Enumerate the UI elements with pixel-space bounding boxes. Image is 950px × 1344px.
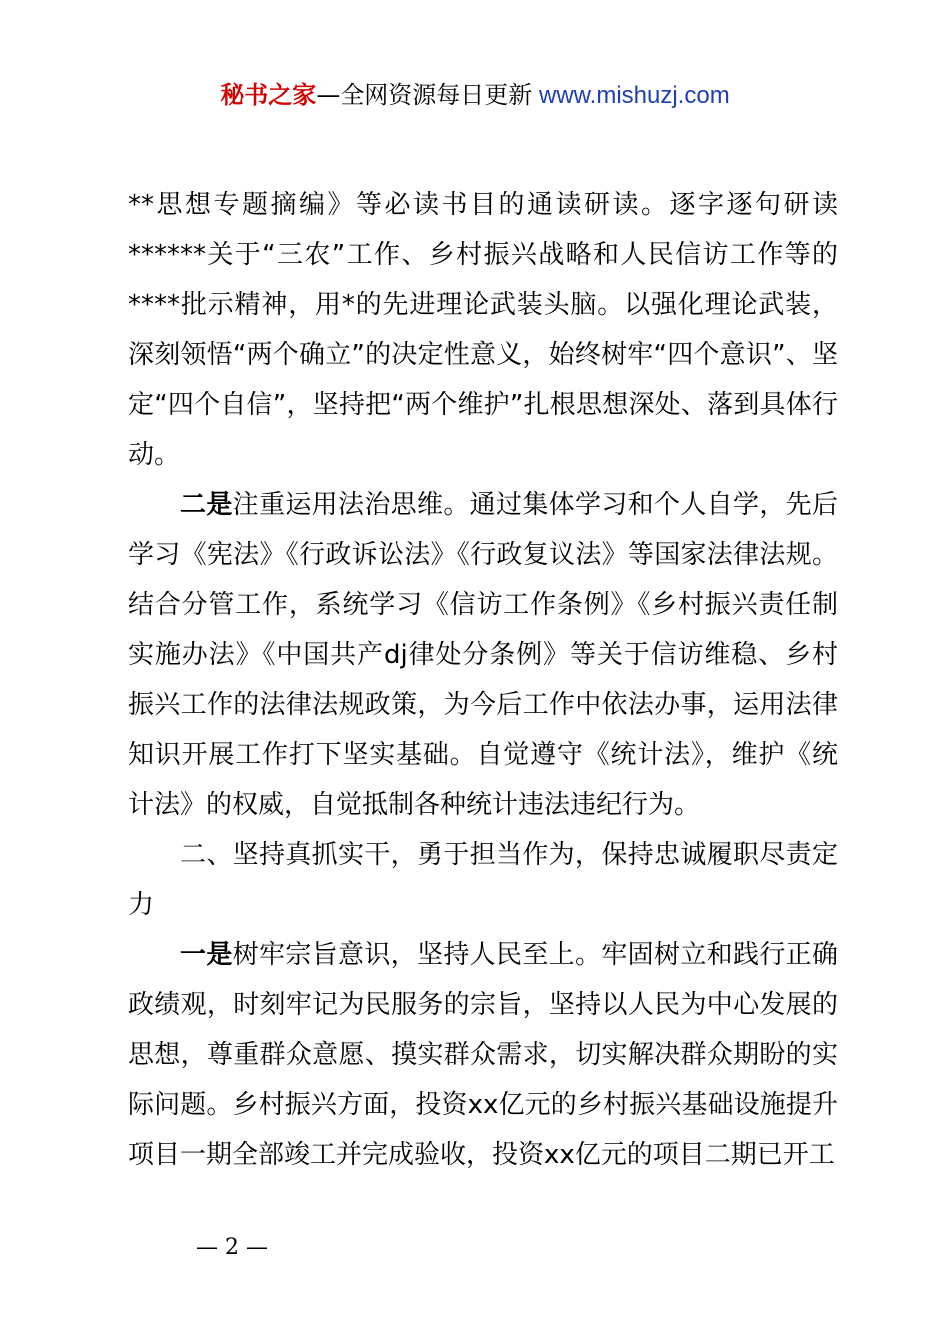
paragraph-rule-of-law [128, 480, 838, 830]
paragraph-text: 注重运用法治思维。通过集体学习和个人自学，先后学习《宪法》《行政诉讼法》《行政复议法》等国家法律法规。结合分管工作，系统学习《信访工作条例》《乡村振兴责任制实施办法》《中国共产dj律处分条例》等关于信访维稳、乡村振兴工作的法律法规政策，为今后工作中依法办事，运用法律知识开展工作打下坚实基础。自觉遵守《统计法》，维护《统计法》的权威，自觉抵制各种统计违法违纪行为。 [128, 490, 838, 820]
section-heading-text: 二、坚持真抓实干，勇于担当作为，保持忠诚履职尽责定力 [128, 840, 838, 920]
section-heading [128, 830, 838, 930]
paragraph-text: **思想专题摘编》等必读书目的通读研读。逐字逐句研读******关于“三农”工作、乡村振兴战略和人民信访工作等的****批示精神，用*的先进理论武装头脑。以强化理论武装，深刻领悟“两个确立”的决定性意义，始终树牢“四个意识”、坚定“四个自信”，坚持把“两个维护”扎根思想深处、落到具体行动。 [128, 190, 838, 470]
paragraph-continuation [128, 180, 838, 480]
document-body [128, 180, 838, 1180]
paragraph-lead: 一是 [180, 940, 233, 970]
page-header [0, 78, 950, 113]
brand-name: 秘书之家 [220, 81, 317, 109]
page-number: — 2 — [196, 1235, 268, 1260]
paragraph-purpose-awareness [128, 930, 838, 1180]
website-link[interactable]: www.mishuzj.com [532, 82, 730, 109]
header-tagline: —全网资源每日更新 [316, 81, 533, 109]
paragraph-lead: 二是 [180, 490, 233, 520]
paragraph-text: 树牢宗旨意识，坚持人民至上。牢固树立和践行正确政绩观，时刻牢记为民服务的宗旨，坚持以人民为中心发展的思想，尊重群众意愿、摸实群众需求，切实解决群众期盼的实际问题。乡村振兴方面，投资xx亿元的乡村振兴基础设施提升项目一期全部竣工并完成验收，投资xx亿元的项目二期已开工 [128, 940, 838, 1170]
